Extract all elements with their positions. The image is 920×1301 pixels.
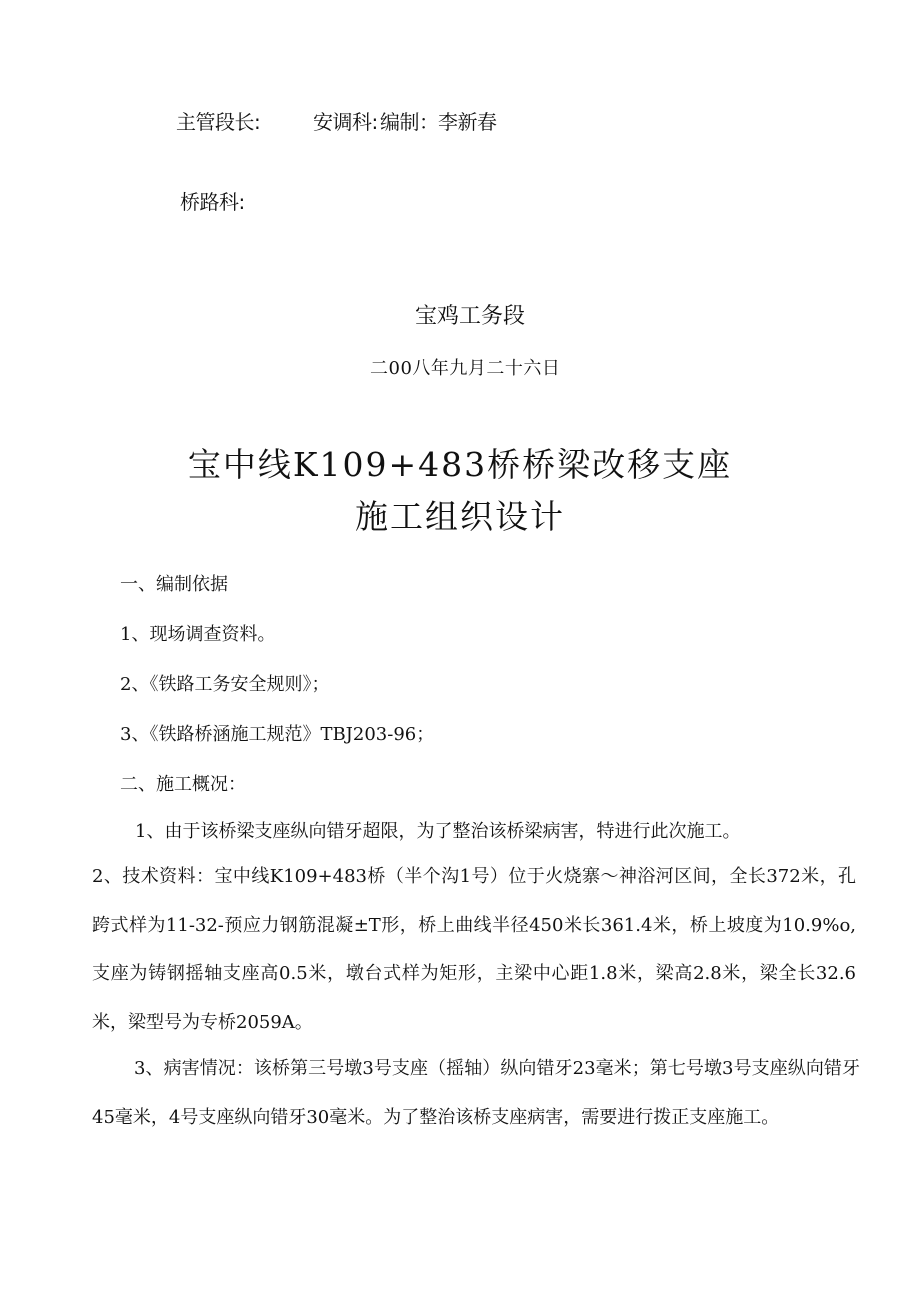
overview-paragraph-1: 1、由于该桥梁支座纵向错牙超限，为了整治该桥梁病害，特进行此次施工。 <box>135 821 741 842</box>
basis-heading: 一、编制依据 <box>120 574 228 595</box>
organization-name: 宝鸡工务段 <box>415 304 526 329</box>
compiler-label: 编制： <box>380 110 439 134</box>
bridge-dept-label: 桥路科: <box>180 190 245 214</box>
document-title-line-1: 宝中线K109+483桥桥梁改移支座 <box>187 445 733 484</box>
compiler-name: 李新春 <box>438 110 497 134</box>
basis-item-3: 3、《铁路桥涵施工规范》TBJ203-96； <box>120 724 435 745</box>
overview-paragraph-2: 2、技术资料：宝中线K109+483桥（半个沟1号）位于火烧寨～神浴河区间，全长372米，孔跨式样为11-32-预应力钢筋混凝±T形，桥上曲线半径450米长361.4米，桥上坡度为10.9%o,支座为铸钢摇轴支座高0.5米，墩台式样为矩形，主梁中心距1.8米，梁高2.8米，梁全长32.6米，梁型号为专桥2059A。 <box>92 866 856 1033</box>
document-title-line-2: 施工组织设计 <box>355 497 565 536</box>
overview-paragraph-3: 3、病害情况：该桥第三号墩3号支座（摇轴）纵向错牙23毫米；第七号墩3号支座纵向错牙45毫米，4号支座纵向错牙30毫米。为了整治该桥支座病害，需要进行拨正支座施工。 <box>92 1058 860 1128</box>
basis-item-1: 1、现场调查资料。 <box>120 624 276 645</box>
basis-item-2: 2、《铁路工务安全规则》； <box>120 674 330 695</box>
overview-heading: 二、施工概况： <box>120 774 246 795</box>
safety-dept-label: 安调科: <box>313 110 378 134</box>
chief-section-head-label: 主管段长: <box>176 110 261 134</box>
document-date: 二00八年九月二十六日 <box>370 358 561 379</box>
